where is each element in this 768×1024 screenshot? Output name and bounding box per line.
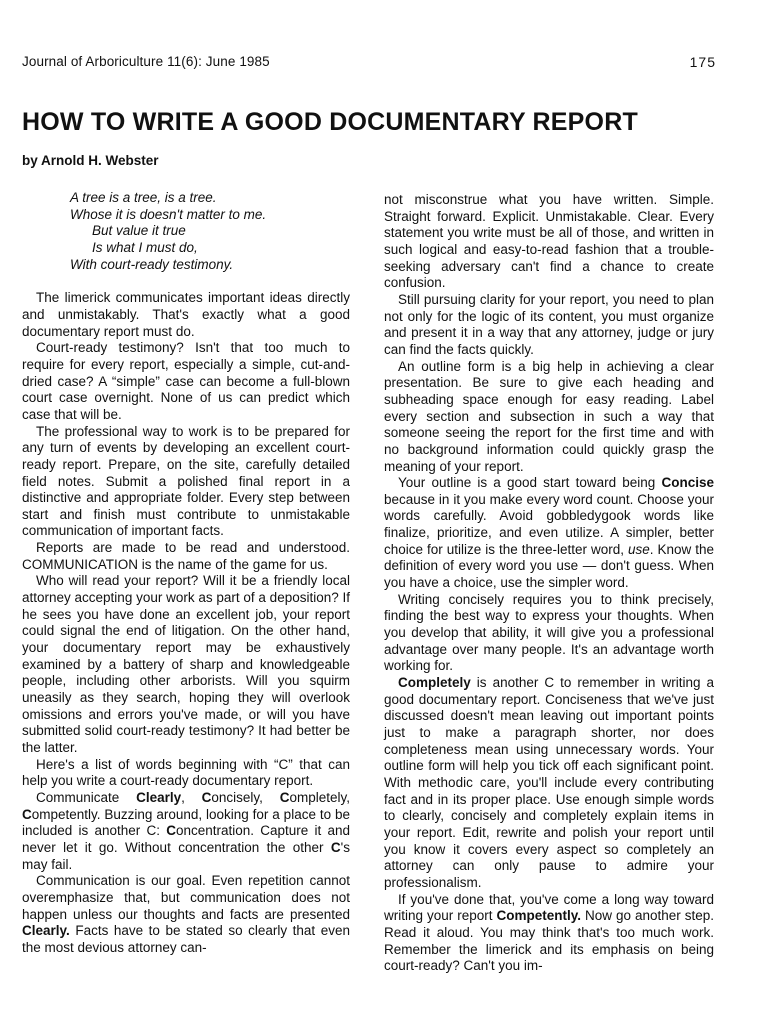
text-run: ompetently. Buzzing around, looking for a place to be included is another C: xyxy=(22,806,350,839)
text-run: C xyxy=(36,789,46,805)
paragraph xyxy=(22,873,350,956)
text-run: Your outline is a good start toward being xyxy=(398,475,662,491)
bold-term: Competently. xyxy=(496,908,581,924)
paragraph: Reports are made to be read and understood. COMMUNICATION is the name of the game for us. xyxy=(22,540,350,572)
right-column xyxy=(384,192,714,975)
paragraph xyxy=(384,892,714,975)
text-run: ommunicate xyxy=(45,789,137,805)
text-run: If you've done that, you've come a long way toward writing your report xyxy=(384,891,714,924)
text-run: Now go another step. Read it aloud. You may think that's too much work. Remember the limerick and its emphasis on being court-ready? Can't you im- xyxy=(384,908,714,974)
poem-line: Is what I must do, xyxy=(92,239,198,255)
poem-line: But value it true xyxy=(92,223,186,239)
text-run: 's may fail. xyxy=(22,839,350,872)
text-run: Facts have to be stated so clearly that even the most devious attorney can- xyxy=(22,923,350,955)
text-run: because in it you make every word count. Choose your words carefully. Avoid gobbledygook words like finalize, prioritize, and even utilize. A simpler, better choice for utilize is the three-letter word, xyxy=(384,491,714,557)
bold-term: C xyxy=(166,823,176,839)
italic-term: use xyxy=(627,541,650,557)
paragraph: Still pursuing clarity for your report, you need to plan not only for the logic of its content, you must organize and present it in a way that any attorney, judge or jury can find the facts quickly. xyxy=(384,291,714,357)
poem-line: A tree is a tree, is a tree. xyxy=(70,190,217,205)
text-run: ompletely, xyxy=(289,789,350,805)
text-run: oncentration. Capture it and never let it go. Without concentration the other xyxy=(22,823,351,855)
left-column xyxy=(22,190,350,957)
text-run: is another C to remember in writing a good documentary report. Conciseness that we've just discussed doesn't mean leaving out important points just to make a paragraph shorter, nor does completeness mean using unnecessary words. Your outline form will help you tick off each significant point. With methodic care, you'll include every contributing fact and in its proper place. Use enough simple words to clearly, concisely and completely explain items in your report. Edit, rewrite and polish your report until you know it covers every aspect so completely an attorney can only pause to admire your professionalism. xyxy=(384,675,714,890)
text-run: , xyxy=(181,789,202,805)
bold-term: Concise xyxy=(661,475,714,491)
poem-line: Whose it is doesn't matter to me. xyxy=(70,206,267,222)
bold-term: C xyxy=(330,839,341,855)
bold-term: Completely xyxy=(398,675,471,691)
bold-term: C xyxy=(201,789,212,805)
paragraph xyxy=(384,675,714,892)
paragraph: The limerick communicates important ideas directly and unmistakably. That's exactly what a good documentary report must do. xyxy=(22,290,350,339)
paragraph xyxy=(22,790,350,873)
text-run: oncisely, xyxy=(211,789,280,805)
text-run: Communication is our goal. Even repetition cannot overemphasize that, but communication does not happen unless our thoughts and facts are presented xyxy=(22,873,350,922)
bold-term: Clearly. xyxy=(22,923,70,939)
poem-line: With court-ready testimony. xyxy=(70,256,234,272)
bold-term: C xyxy=(279,789,290,805)
paragraph: The professional way to work is to be prepared for any turn of events by developing an excellent court-ready report. Prepare, on the site, carefully detailed field notes. Submit a polished final report in a distinctive and appropriate folder. Every step between start and finish must contribute to unmistakable communication of important facts. xyxy=(22,423,350,539)
paragraph: Writing concisely requires you to think precisely, finding the best way to express your thoughts. When you develop that ability, it will give you a professional advantage over many people. It's an advantage worth working for. xyxy=(384,591,714,674)
epigraph-poem xyxy=(70,190,350,273)
article-title: HOW TO WRITE A GOOD DOCUMENTARY REPORT xyxy=(22,108,638,136)
paragraph: Court-ready testimony? Isn't that too much to require for every report, especially a simple, cut-and-dried case? A “simple” case can become a full-blown court case overnight. None of us can predict which case that will be. xyxy=(22,340,350,422)
byline: by Arnold H. Webster xyxy=(22,153,159,168)
paragraph: An outline form is a big help in achieving a clear presentation. Be sure to give each heading and subheading space enough for easy reading. Label every section and subsection in such a way that someone seeing the report for the first time and with no background information could quickly grasp the meaning of your report. xyxy=(384,358,714,474)
paragraph xyxy=(384,475,714,592)
paragraph: Who will read your report? Will it be a friendly local attorney accepting your work as part of a deposition? If he sees you have done an excellent job, your report could signal the end of litigation. On the other hand, your documentary report may be exhaustively examined by a battery of sharp and knowledgeable people, including other arborists. Will you squirm uneasily as they search, hoping they will overlook omissions and errors you've made, or will you have submitted solid court-ready testimony? It had better be the latter. xyxy=(22,573,350,755)
bold-term: C xyxy=(22,806,32,822)
paragraph: Here's a list of words beginning with “C” that can help you write a court-ready documentary report. xyxy=(22,756,350,789)
page-number: 175 xyxy=(689,54,716,70)
text-run: . Know the definition of every word you use — don't guess. When you have a choice, use the simpler word. xyxy=(384,541,714,591)
journal-citation: Journal of Arboriculture 11(6): June 1985 xyxy=(22,54,270,69)
paragraph: not misconstrue what you have written. Simple. Straight forward. Explicit. Unmistakable. Clear. Every statement you write must be all of those, and written in such logical and easy-to-read fashion that a trouble-seeking adversary can't find a chance to create confusion. xyxy=(384,192,714,291)
bold-term: Clearly xyxy=(136,789,182,805)
